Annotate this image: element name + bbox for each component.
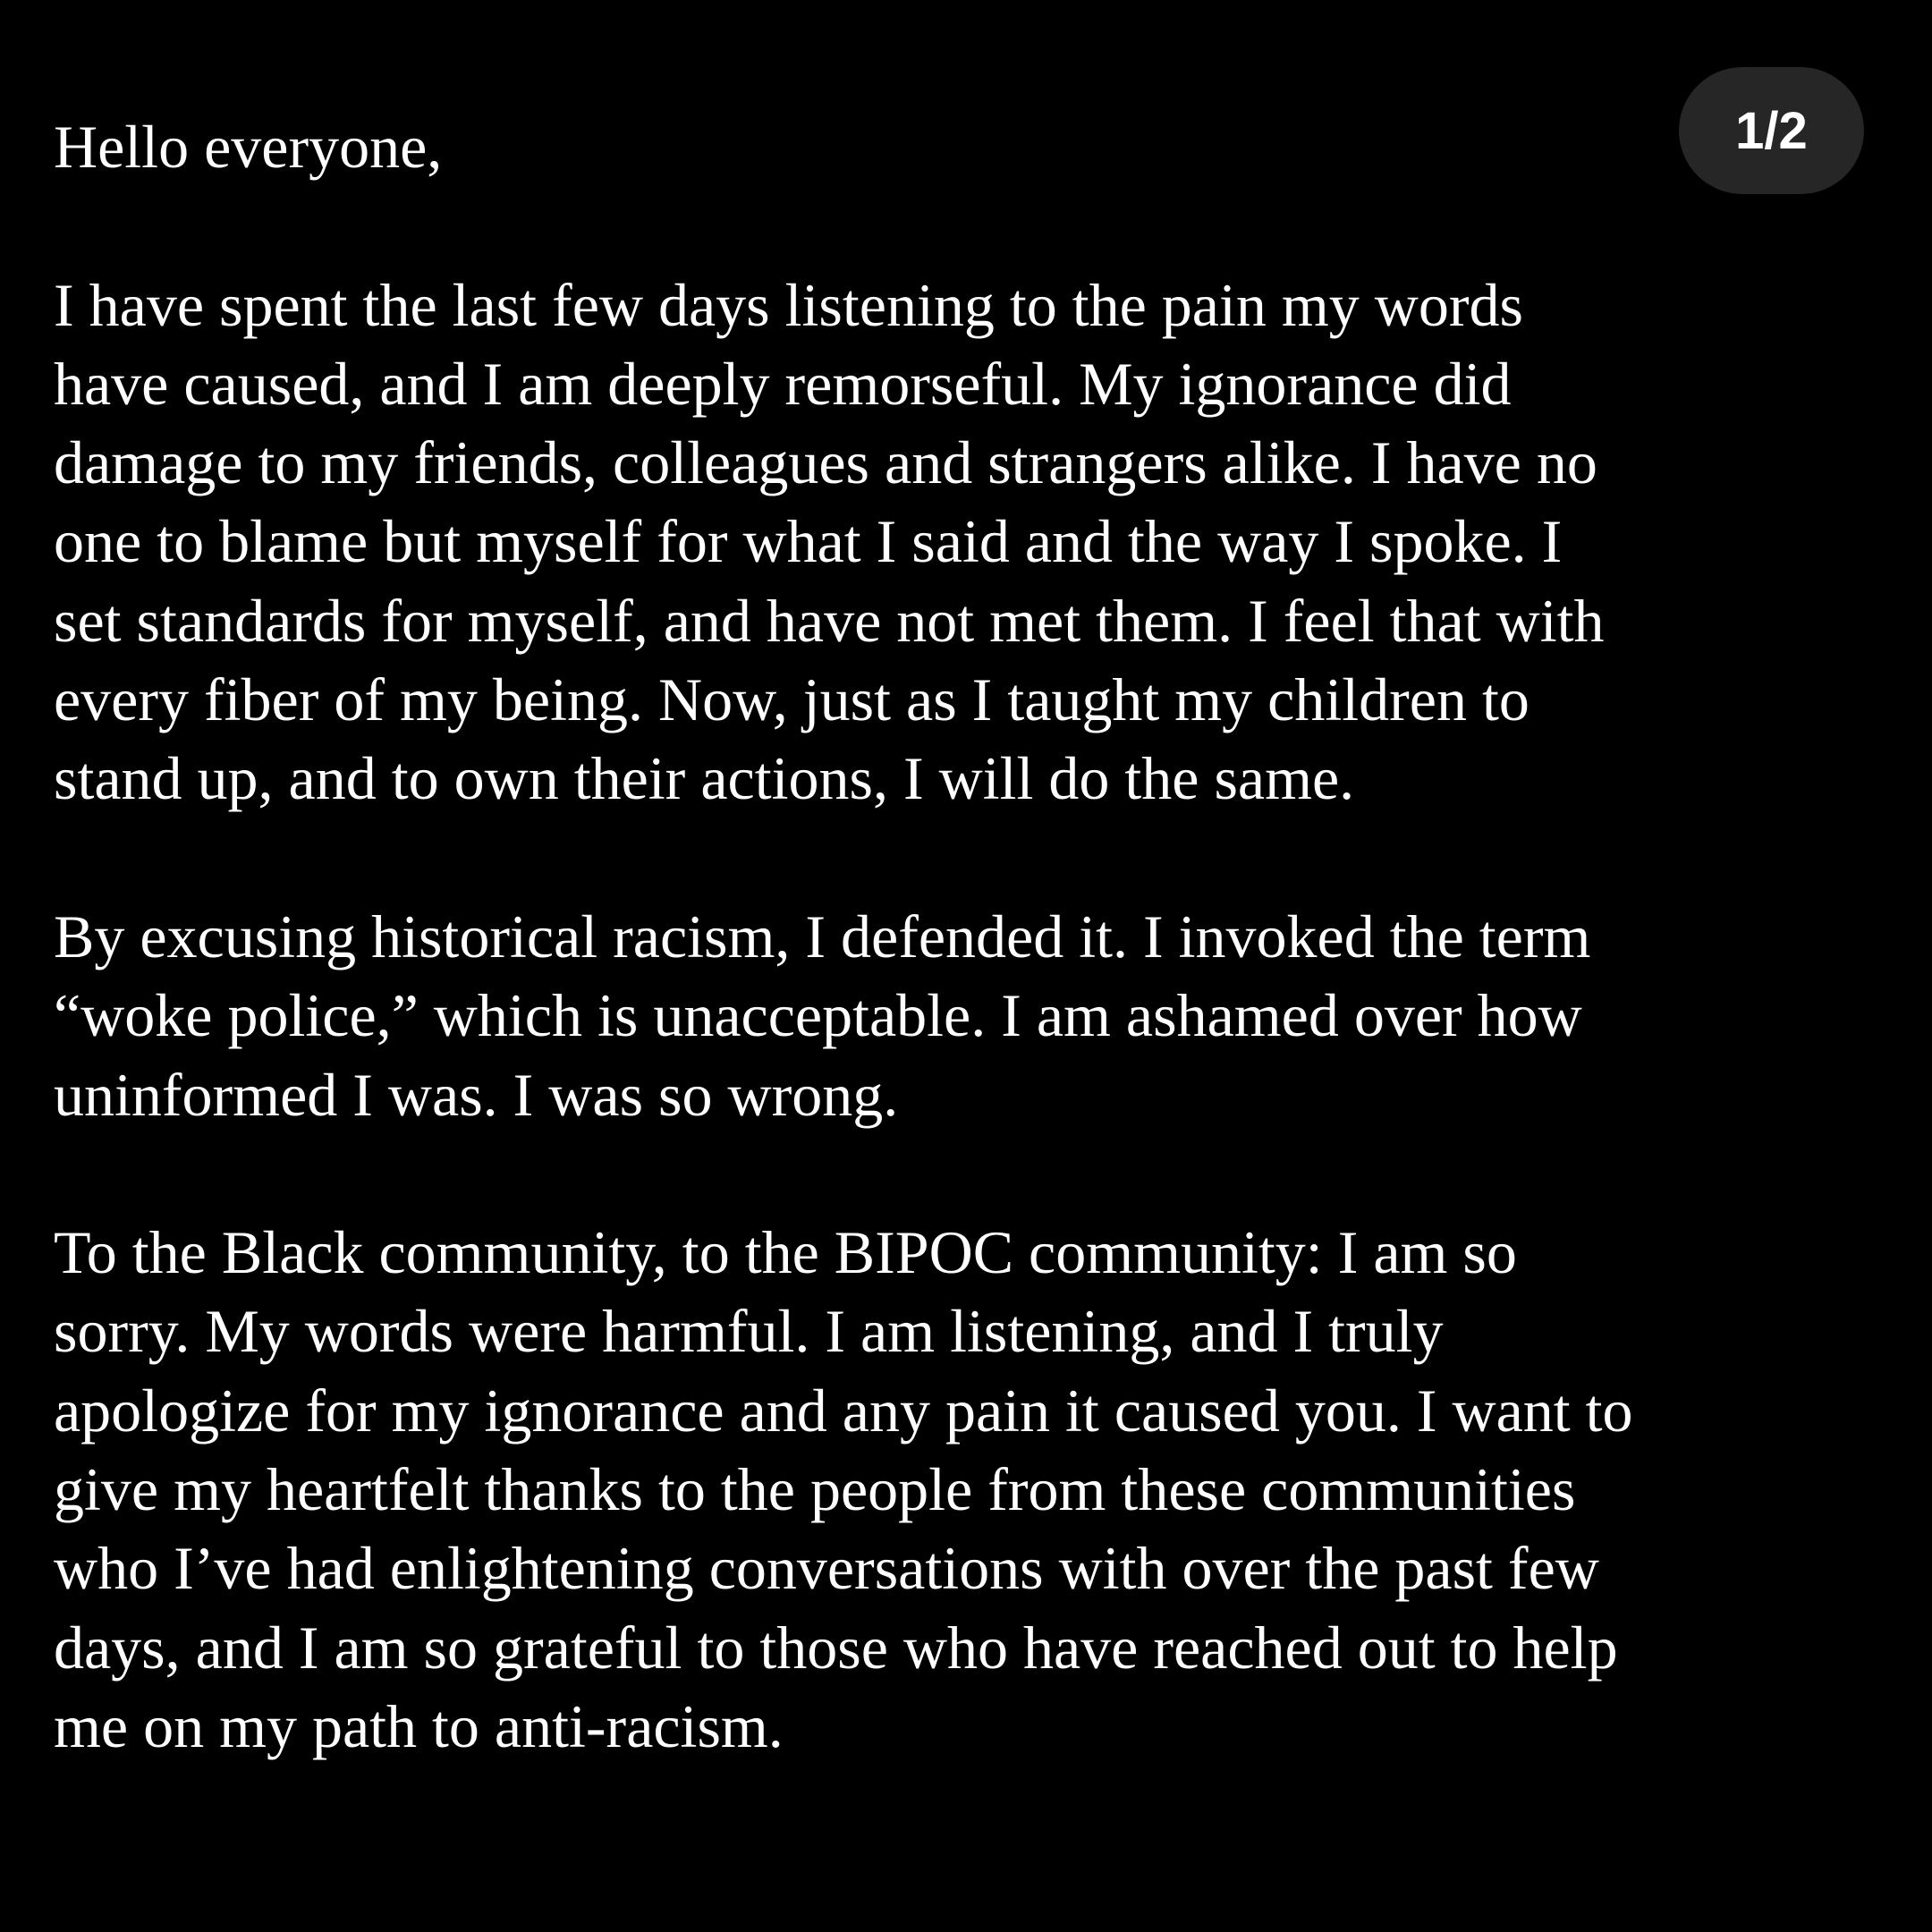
paragraph-1-line: I have spent the last few days listening to the pain my words	[54, 270, 1523, 339]
letter-text	[54, 107, 1914, 1766]
page-counter-text: 1/2	[1735, 101, 1808, 160]
paragraph-1-line: damage to my friends, colleagues and strangers alike. I have no	[54, 428, 1597, 497]
paragraph-3-line: sorry. My words were harmful. I am listening, and I truly	[54, 1297, 1444, 1366]
paragraph-1-line: set standards for myself, and have not met them. I feel that with	[54, 586, 1605, 655]
paragraph-3-line: days, and I am so grateful to those who have reached out to help	[54, 1613, 1618, 1682]
paragraph-3-line: To the Black community, to the BIPOC community: I am so	[54, 1218, 1517, 1287]
paragraph-3-line: give my heartfelt thanks to the people from these communities	[54, 1455, 1576, 1524]
paragraph-2-line: By excusing historical racism, I defended it. I invoked the term	[54, 902, 1591, 970]
paragraph-3-line: me on my path to anti-racism.	[54, 1691, 784, 1760]
paragraph-gap	[54, 1134, 1914, 1213]
paragraph-3-line: who I’ve had enlightening conversations with over the past few	[54, 1534, 1599, 1603]
paragraph-gap	[54, 818, 1914, 897]
greeting-line: Hello everyone,	[54, 113, 443, 181]
paragraph-3-line: apologize for my ignorance and any pain it caused you. I want to	[54, 1376, 1633, 1445]
paragraph-1-line: have caused, and I am deeply remorseful. My ignorance did	[54, 349, 1512, 418]
paragraph-3	[54, 1213, 1914, 1766]
paragraph-2-line: “woke police,” which is unacceptable. I am ashamed over how	[54, 981, 1582, 1050]
paragraph-2	[54, 897, 1914, 1134]
paragraph-2-line: uninformed I was. I was so wrong.	[54, 1060, 899, 1129]
paragraph-1-line: stand up, and to own their actions, I will do the same.	[54, 744, 1355, 813]
paragraph-1-line: one to blame but myself for what I said and the way I spoke. I	[54, 507, 1563, 576]
paragraph-gap	[54, 186, 1914, 265]
paragraph-1	[54, 266, 1914, 818]
paragraph-1-line: every fiber of my being. Now, just as I taught my children to	[54, 665, 1530, 734]
